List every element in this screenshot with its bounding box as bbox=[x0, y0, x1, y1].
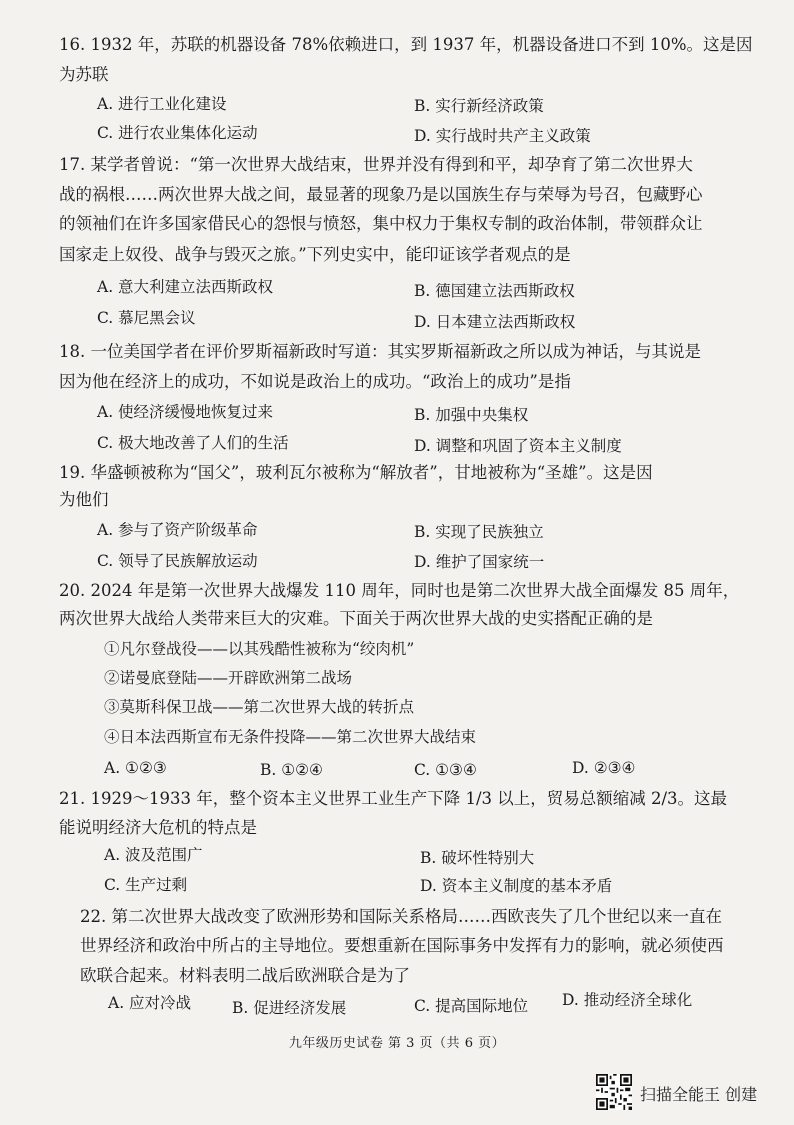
q21-option-c: C. 生产过剩 bbox=[104, 876, 188, 894]
q16-stem-line-2: 为苏联 bbox=[59, 65, 109, 84]
q17-option-b: B. 德国建立法西斯政权 bbox=[414, 282, 575, 300]
scanner-watermark bbox=[596, 1074, 786, 1114]
q17-stem-line-1: 17. 某学者曾说：“第一次世界大战结束，世界并没有得到和平，却孕育了第二次世界大 bbox=[59, 155, 693, 174]
q17-stem-line-4: 国家走上奴役、战争与毁灭之旅。”下列史实中，能印证该学者观点的是 bbox=[59, 245, 571, 264]
q16-option-a: A. 进行工业化建设 bbox=[97, 95, 227, 113]
q19-option-a: A. 参与了资产阶级革命 bbox=[97, 521, 258, 539]
q20-option-b: B. ①②④ bbox=[260, 761, 323, 779]
q17-option-d: D. 日本建立法西斯政权 bbox=[414, 313, 576, 331]
page-footer: 九年级历史试卷 第 3 页（共 6 页） bbox=[288, 1036, 506, 1051]
q20-item-2: ②诺曼底登陆——开辟欧洲第二战场 bbox=[104, 669, 353, 687]
q19-option-d: D. 维护了国家统一 bbox=[414, 553, 545, 571]
q20-stem-line-2: 两次世界大战给人类带来巨大的灾难。下面关于两次世界大战的史实搭配正确的是 bbox=[59, 609, 653, 628]
q22-stem-line-2: 世界经济和政治中所占的主导地位。要想重新在国际事务中发挥有力的影响，就必须使西 bbox=[80, 936, 724, 955]
q21-stem-line-1: 21. 1929～1933 年，整个资本主义世界工业生产下降 1/3 以上，贸易总额缩减 2/3。这最 bbox=[59, 789, 728, 808]
q16-option-b: B. 实行新经济政策 bbox=[414, 97, 544, 115]
q17-option-c: C. 慕尼黑会议 bbox=[97, 309, 196, 327]
q20-stem-line-1: 20. 2024 年是第一次世界大战爆发 110 周年，同时也是第二次世界大战全面爆发 85 周年， bbox=[59, 581, 740, 600]
q19-stem-line-2: 为他们 bbox=[59, 490, 109, 509]
q22-option-d: D. 推动经济全球化 bbox=[562, 991, 693, 1009]
q21-option-d: D. 资本主义制度的基本矛盾 bbox=[420, 877, 613, 895]
q18-option-b: B. 加强中央集权 bbox=[414, 406, 529, 424]
q17-stem-line-2: 战的祸根……两次世界大战之间，最显著的现象乃是以国族生存与荣辱为号召，包藏野心 bbox=[59, 185, 703, 204]
q18-stem-line-2: 因为他在经济上的成功，不如说是政治上的成功。“政治上的成功”是指 bbox=[59, 372, 571, 391]
q18-option-c: C. 极大地改善了人们的生活 bbox=[97, 434, 289, 452]
q19-stem-line-1: 19. 华盛顿被称为“国父”，玻利瓦尔被称为“解放者”，甘地被称为“圣雄”。这是因 bbox=[59, 463, 653, 482]
q20-item-4: ④日本法西斯宣布无条件投降——第二次世界大战结束 bbox=[104, 728, 477, 746]
q20-option-c: C. ①③④ bbox=[414, 761, 477, 779]
q19-option-b: B. 实现了民族独立 bbox=[414, 523, 544, 541]
q17-stem-line-3: 的领袖们在许多国家借民心的怨恨与愤怒，集中权力于集权专制的政治体制，带领群众让 bbox=[59, 214, 703, 233]
qr-code-icon bbox=[596, 1074, 632, 1110]
q16-stem-line-1: 16. 1932 年，苏联的机器设备 78%依赖进口，到 1937 年，机器设备进口不到 10%。这是因 bbox=[59, 35, 753, 54]
q21-option-a: A. 波及范围广 bbox=[104, 846, 203, 864]
q20-option-d: D. ②③④ bbox=[572, 759, 636, 777]
q22-option-a: A. 应对冷战 bbox=[108, 994, 192, 1012]
q17-option-a: A. 意大利建立法西斯政权 bbox=[97, 278, 274, 296]
q22-stem-line-3: 欧联合起来。材料表明二战后欧洲联合是为了 bbox=[80, 966, 410, 985]
q16-option-d: D. 实行战时共产主义政策 bbox=[414, 127, 591, 145]
q18-option-d: D. 调整和巩固了资本主义制度 bbox=[414, 437, 622, 455]
q22-stem-line-1: 22. 第二次世界大战改变了欧洲形势和国际关系格局……西欧丧失了几个世纪以来一直在 bbox=[80, 907, 722, 926]
q16-option-c: C. 进行农业集体化运动 bbox=[97, 124, 258, 142]
q18-option-a: A. 使经济缓慢地恢复过来 bbox=[97, 403, 274, 421]
q20-item-1: ①凡尔登战役——以其残酷性被称为“绞肉机” bbox=[104, 640, 415, 658]
q22-option-c: C. 提高国际地位 bbox=[414, 997, 529, 1015]
q21-stem-line-2: 能说明经济大危机的特点是 bbox=[59, 818, 257, 837]
q20-option-a: A. ①②③ bbox=[104, 759, 167, 777]
q22-option-b: B. 促进经济发展 bbox=[232, 999, 347, 1017]
q20-item-3: ③莫斯科保卫战——第二次世界大战的转折点 bbox=[104, 698, 415, 716]
q21-option-b: B. 破坏性特别大 bbox=[420, 849, 535, 867]
q19-option-c: C. 领导了民族解放运动 bbox=[97, 552, 258, 570]
q18-stem-line-1: 18. 一位美国学者在评价罗斯福新政时写道：其实罗斯福新政之所以成为神话，与其说是 bbox=[59, 342, 701, 361]
scanner-brand-label: 扫描全能王 创建 bbox=[640, 1085, 758, 1104]
